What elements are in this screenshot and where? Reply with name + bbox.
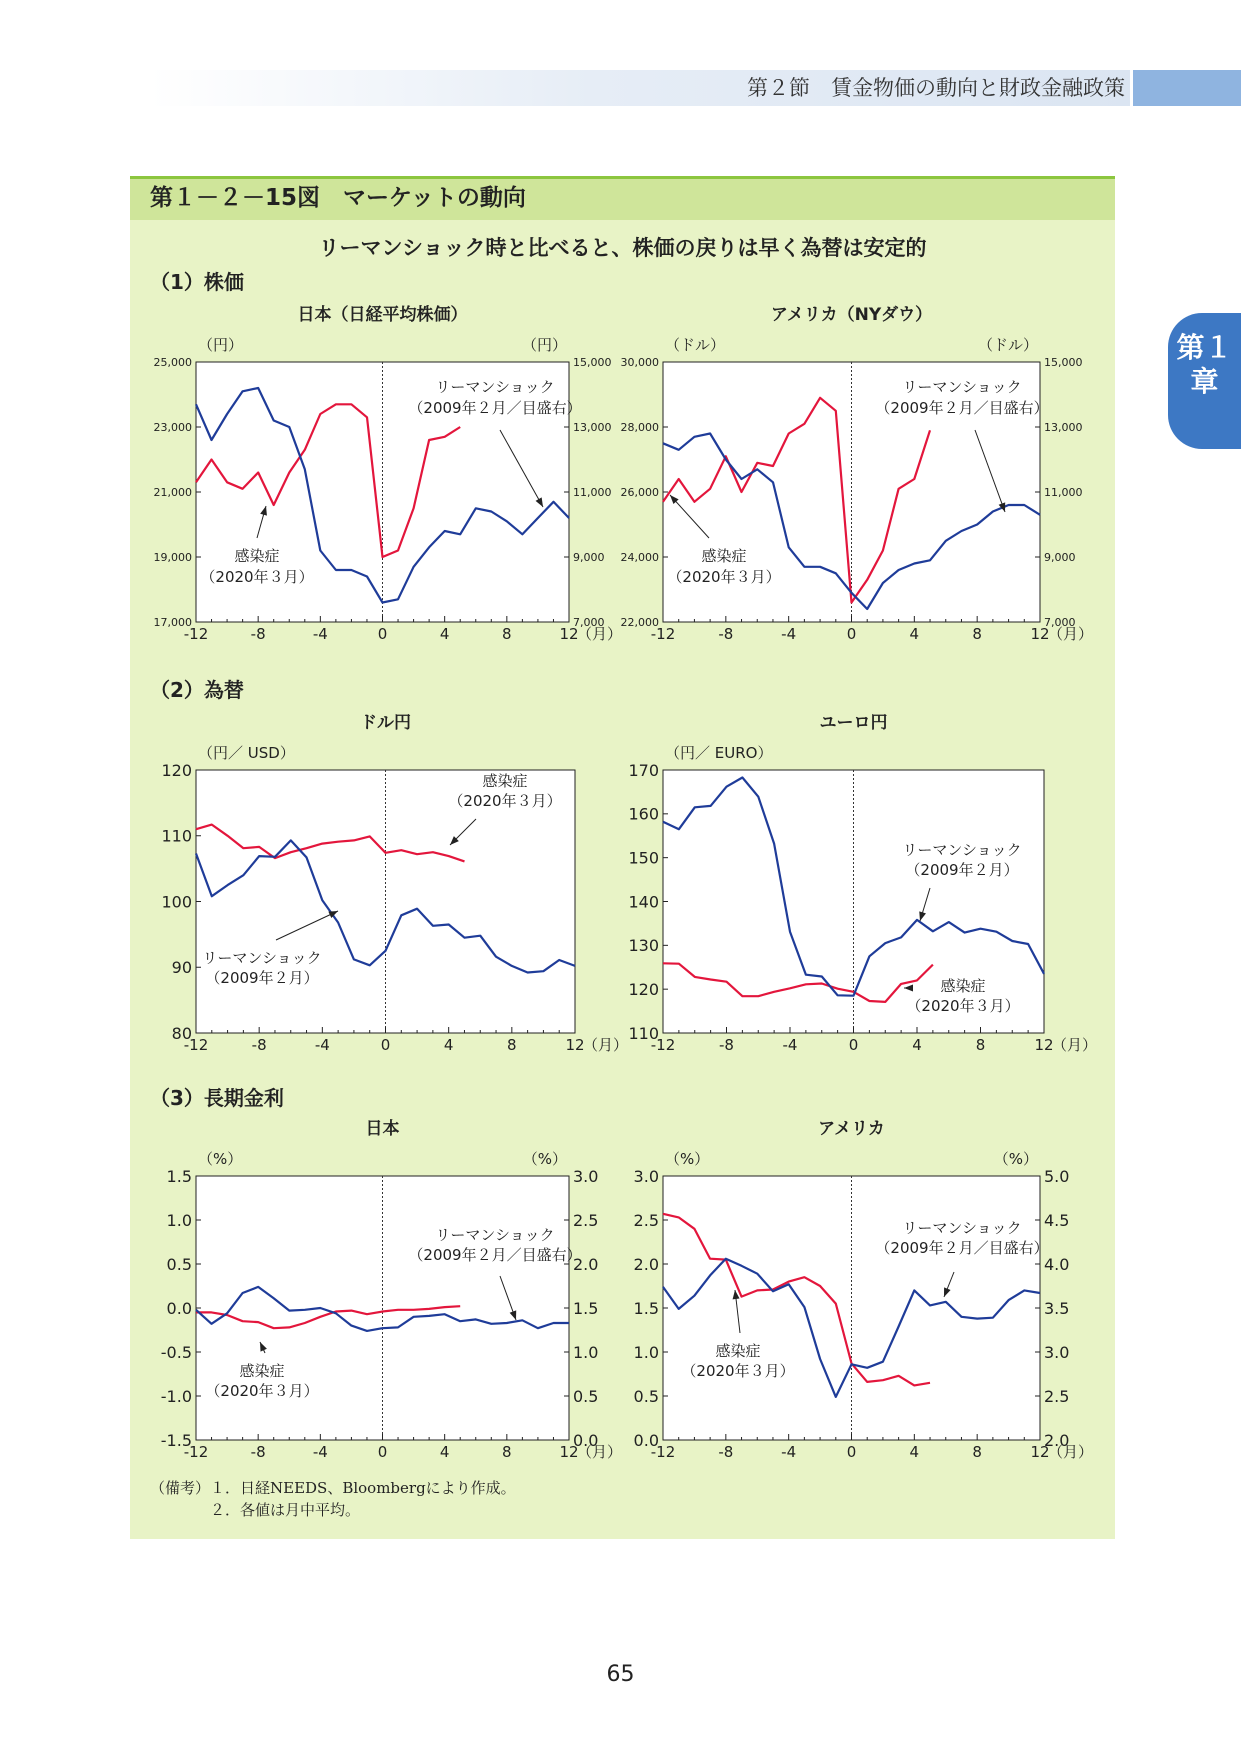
- y-tick-label-left: 150: [628, 848, 659, 868]
- x-tick-label: -4: [314, 1036, 330, 1054]
- x-tick-label: 8: [502, 1443, 512, 1461]
- y-axis-unit-left: （円／ USD）: [198, 744, 295, 762]
- x-tick-label: 8: [975, 1036, 986, 1054]
- figure-notes: [150, 1477, 516, 1521]
- x-tick-label: -8: [718, 625, 734, 643]
- x-tick-label: -4: [781, 1443, 797, 1461]
- x-tick-label: 8: [972, 1443, 982, 1461]
- x-tick-label: 0: [377, 625, 388, 643]
- y-tick-label-left: 0.0: [166, 1298, 192, 1318]
- y-axis-unit-left: （%）: [198, 1150, 243, 1168]
- x-tick-label: 4: [912, 1036, 922, 1054]
- chart-fx-eur: [628, 713, 1097, 1054]
- y-tick-label-right: 2.0: [573, 1254, 599, 1274]
- x-tick-label: -12: [650, 625, 676, 643]
- chart-title: アメリカ: [818, 1119, 885, 1139]
- y-axis-unit-left: （%）: [665, 1150, 710, 1168]
- x-tick-label: -12: [183, 1036, 209, 1054]
- x-tick-label: -4: [782, 1036, 798, 1054]
- annotation-text: （2009年２月／目盛右）: [875, 399, 1049, 417]
- y-tick-label-right: 0.0: [573, 1430, 599, 1450]
- annotation-text: （2009年２月）: [205, 969, 319, 987]
- figure-title: 第１－２－15図 マーケットの動向: [150, 185, 526, 211]
- annotation-text: リーマンショック: [435, 378, 555, 396]
- y-tick-label-right: 3.5: [1044, 1298, 1070, 1318]
- annotation-text: リーマンショック: [435, 1226, 555, 1244]
- y-tick-label-left: 28,000: [620, 420, 659, 434]
- y-tick-label-left: 1.0: [633, 1342, 659, 1362]
- x-axis-unit: （月）: [1048, 1443, 1094, 1461]
- chart-title: 日本: [365, 1119, 400, 1139]
- chart-title: 日本（日経平均株価）: [297, 305, 468, 325]
- y-tick-label-right: 7,000: [1044, 615, 1076, 629]
- y-tick-label-left: 0.5: [633, 1386, 659, 1406]
- x-tick-label: -12: [650, 1036, 676, 1054]
- y-tick-label-left: 17,000: [153, 615, 192, 629]
- y-tick-label-right: 2.5: [1044, 1386, 1070, 1406]
- x-tick-label: 4: [443, 1036, 454, 1054]
- y-tick-label-left: 120: [161, 760, 192, 780]
- y-tick-label-left: 23,000: [153, 420, 192, 434]
- x-tick-label: -12: [183, 625, 209, 643]
- x-tick-label: 4: [909, 625, 920, 643]
- x-tick-label: -4: [312, 625, 328, 643]
- y-tick-label-right: 5.0: [1044, 1166, 1070, 1186]
- x-tick-label: 0: [848, 1036, 859, 1054]
- x-tick-label: -8: [719, 1036, 734, 1054]
- x-tick-label: 12: [1034, 1036, 1054, 1054]
- x-tick-label: -12: [650, 1443, 676, 1461]
- y-tick-label-right: 2.0: [1044, 1430, 1070, 1450]
- annotation-text: 感染症: [234, 547, 280, 565]
- x-axis-unit: （月）: [577, 625, 623, 643]
- y-tick-label-left: 3.0: [633, 1166, 659, 1186]
- y-tick-label-left: 0.0: [633, 1430, 659, 1450]
- x-tick-label: 0: [846, 1443, 857, 1461]
- y-tick-label-right: 3.0: [1044, 1342, 1070, 1362]
- section-stock-label: （1）株価: [150, 270, 244, 294]
- y-tick-label-left: 25,000: [153, 355, 192, 369]
- y-axis-unit-left: （円／ EURO）: [665, 744, 773, 762]
- annotation-text: （2020年３月）: [205, 1382, 319, 1400]
- y-tick-label-right: 0.5: [573, 1386, 599, 1406]
- y-tick-label-left: 110: [161, 826, 192, 846]
- x-tick-label: 0: [846, 625, 857, 643]
- x-tick-label: 12: [1030, 625, 1050, 643]
- chart-title: ユーロ円: [819, 713, 888, 733]
- y-tick-label-left: 1.5: [633, 1298, 659, 1318]
- x-tick-label: 8: [507, 1036, 517, 1054]
- y-axis-unit-left: （円）: [198, 336, 244, 354]
- section-rate-label: （3）長期金利: [150, 1086, 284, 1110]
- y-tick-label-left: 1.5: [166, 1166, 192, 1186]
- y-tick-label-left: 30,000: [620, 355, 659, 369]
- x-tick-label: 8: [972, 625, 982, 643]
- y-tick-label-left: -1.0: [160, 1386, 192, 1406]
- y-tick-label-left: 160: [628, 804, 659, 824]
- annotation-text: （2020年３月）: [906, 997, 1020, 1015]
- chart-stock-jp: [154, 304, 623, 643]
- y-tick-label-left: 22,000: [620, 615, 659, 629]
- y-tick-label-left: 170: [628, 760, 659, 780]
- annotation-text: 感染症: [482, 772, 528, 790]
- annotation-text: リーマンショック: [902, 1219, 1022, 1237]
- x-tick-label: -8: [718, 1443, 734, 1461]
- chart-fx-usd: [161, 713, 628, 1054]
- annotation-text: 感染症: [239, 1362, 285, 1380]
- y-tick-label-left: 120: [628, 979, 659, 999]
- y-tick-label-right: 7,000: [573, 615, 605, 629]
- y-tick-label-left: 130: [628, 936, 659, 956]
- x-axis-unit: （月）: [583, 1036, 629, 1054]
- y-axis-unit-right: （円）: [521, 336, 567, 354]
- y-tick-label-right: 1.0: [573, 1342, 599, 1362]
- y-tick-label-right: 11,000: [573, 485, 612, 499]
- y-tick-label-right: 2.5: [573, 1210, 599, 1230]
- y-tick-label-left: 100: [161, 892, 192, 912]
- y-tick-label-right: 15,000: [573, 355, 612, 369]
- y-axis-unit-left: （ドル）: [665, 336, 726, 354]
- y-tick-label-left: 2.0: [633, 1254, 659, 1274]
- x-tick-label: -4: [312, 1443, 328, 1461]
- x-tick-label: 12: [559, 625, 579, 643]
- y-tick-label-left: 26,000: [620, 485, 659, 499]
- annotation-text: リーマンショック: [202, 949, 322, 967]
- y-tick-label-left: -1.5: [160, 1430, 192, 1450]
- y-tick-label-left: -0.5: [160, 1342, 192, 1362]
- page-number: 65: [606, 1662, 635, 1687]
- y-tick-label-right: 4.5: [1044, 1210, 1070, 1230]
- y-tick-label-left: 2.5: [633, 1210, 659, 1230]
- section-fx-label: （2）為替: [150, 678, 244, 702]
- x-tick-label: 8: [502, 625, 512, 643]
- y-tick-label-right: 15,000: [1044, 355, 1083, 369]
- y-tick-label-left: 21,000: [153, 485, 192, 499]
- y-tick-label-left: 1.0: [166, 1210, 192, 1230]
- x-tick-label: -8: [251, 1036, 267, 1054]
- chapter-tab[interactable]: 第１章: [1168, 313, 1241, 449]
- x-tick-label: 12: [565, 1036, 585, 1054]
- y-tick-label-right: 1.5: [573, 1298, 599, 1318]
- y-tick-label-right: 13,000: [1044, 420, 1083, 434]
- annotation-text: 感染症: [701, 547, 747, 565]
- y-tick-label-left: 90: [171, 958, 192, 978]
- y-tick-label-right: 9,000: [1044, 550, 1076, 564]
- annotation-text: （2020年３月）: [667, 568, 781, 586]
- annotation-text: （2020年３月）: [681, 1362, 795, 1380]
- y-axis-unit-right: （%）: [993, 1150, 1038, 1168]
- x-axis-unit: （月）: [577, 1443, 623, 1461]
- annotation-text: 感染症: [715, 1342, 761, 1360]
- y-tick-label-left: 140: [628, 892, 659, 912]
- annotation-text: （2020年３月）: [200, 568, 314, 586]
- x-tick-label: -8: [250, 625, 266, 643]
- annotation-text: 感染症: [940, 977, 986, 995]
- x-tick-label: 12: [1030, 1443, 1050, 1461]
- y-tick-label-left: 19,000: [153, 550, 192, 564]
- y-tick-label-right: 9,000: [573, 550, 605, 564]
- chart-title: ドル円: [360, 713, 411, 733]
- annotation-text: リーマンショック: [902, 841, 1022, 859]
- annotation-text: （2020年３月）: [448, 792, 562, 810]
- annotation-text: （2009年２月）: [905, 861, 1019, 879]
- figure-subtitle: リーマンショック時と比べると、株価の戻りは早く為替は安定的: [318, 236, 927, 260]
- note-1: （備考）１．日経NEEDS、Bloombergにより作成。: [150, 1479, 516, 1497]
- y-axis-unit-right: （%）: [522, 1150, 567, 1168]
- section-header: 第２節 賃金物価の動向と財政金融政策: [747, 76, 1125, 100]
- x-tick-label: -12: [183, 1443, 209, 1461]
- x-tick-label: -4: [781, 625, 797, 643]
- y-tick-label-left: 80: [171, 1023, 192, 1043]
- x-tick-label: -8: [250, 1443, 266, 1461]
- x-tick-label: 0: [377, 1443, 388, 1461]
- x-tick-label: 4: [909, 1443, 920, 1461]
- x-tick-label: 0: [380, 1036, 391, 1054]
- y-tick-label-left: 0.5: [166, 1254, 192, 1274]
- y-tick-label-left: 24,000: [620, 550, 659, 564]
- y-tick-label-right: 11,000: [1044, 485, 1083, 499]
- annotation-text: （2009年２月／目盛右）: [408, 1246, 582, 1264]
- y-axis-unit-right: （ドル）: [977, 336, 1038, 354]
- y-tick-label-right: 3.0: [573, 1166, 599, 1186]
- annotation-text: （2009年２月／目盛右）: [408, 399, 582, 417]
- note-2: ２．各値は月中平均。: [150, 1501, 361, 1519]
- annotation-text: リーマンショック: [902, 378, 1022, 396]
- x-tick-label: 4: [439, 625, 450, 643]
- chart-rate-jp: [161, 1118, 622, 1461]
- y-tick-label-right: 13,000: [573, 420, 612, 434]
- chart-title: アメリカ（NYダウ）: [770, 305, 933, 325]
- annotation-text: （2009年２月／目盛右）: [875, 1239, 1049, 1257]
- chart-stock-us: [621, 304, 1094, 643]
- chart-rate-us: [634, 1119, 1093, 1461]
- x-axis-unit: （月）: [1052, 1036, 1098, 1054]
- y-tick-label-right: 4.0: [1044, 1254, 1070, 1274]
- x-tick-label: 4: [439, 1443, 450, 1461]
- x-axis-unit: （月）: [1048, 625, 1094, 643]
- y-tick-label-left: 110: [628, 1023, 659, 1043]
- x-tick-label: 12: [559, 1443, 579, 1461]
